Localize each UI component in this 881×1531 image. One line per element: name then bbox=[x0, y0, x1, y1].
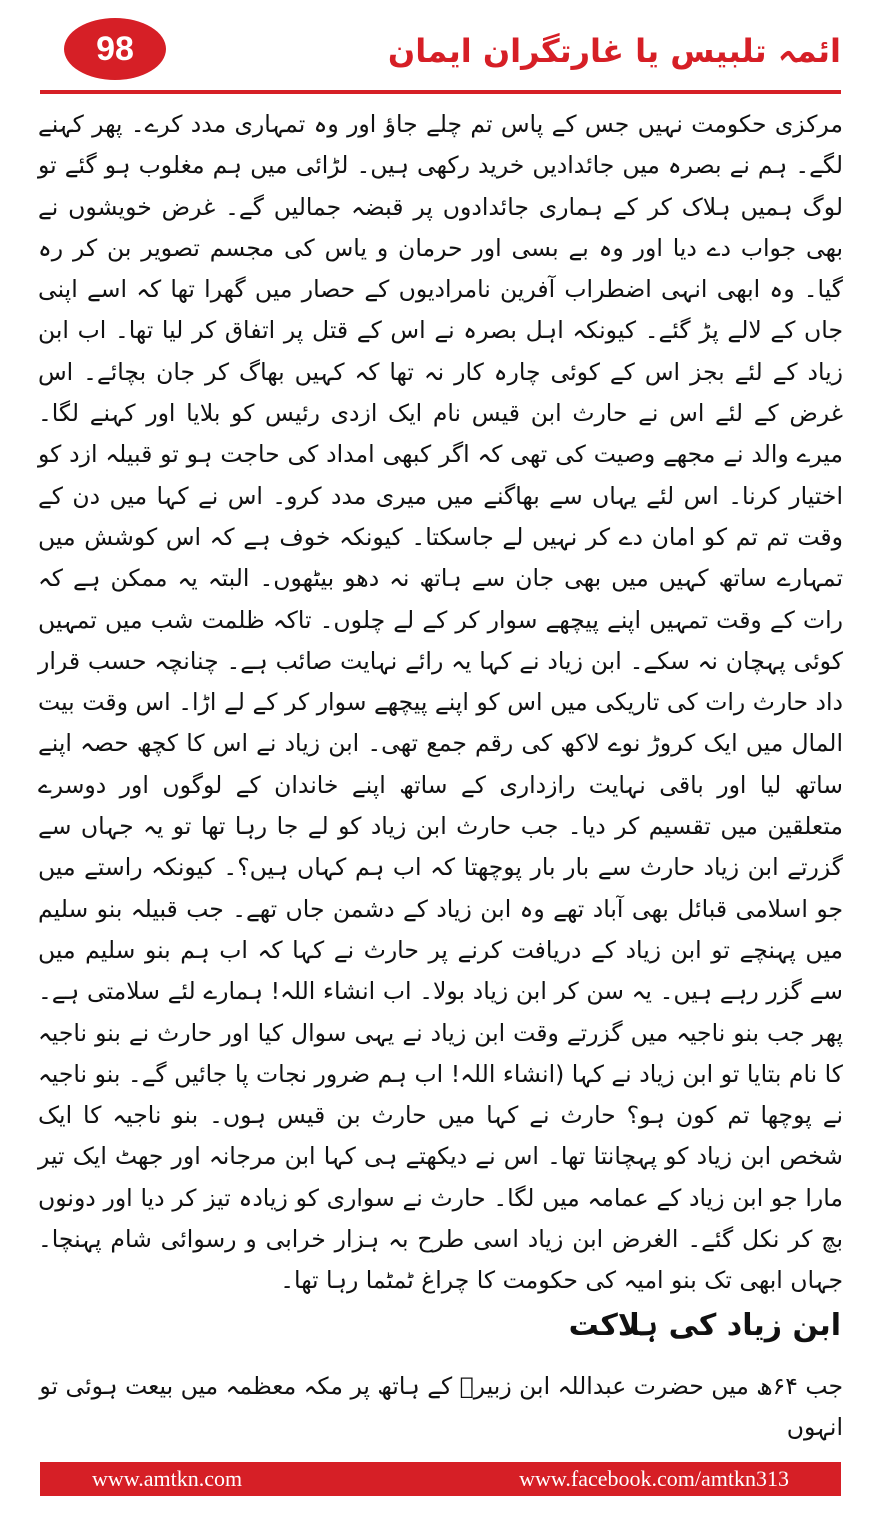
footer-bar bbox=[40, 1462, 841, 1496]
section-first-line: جب ۶۴ھ میں حضرت عبداللہ ابن زبیرؓ کے ہاتھ پر مکہ معظمہ میں بیعت ہوئی تو انہوں bbox=[39, 1372, 843, 1441]
running-title: ائمہ تلبیس یا غارتگران ایمان bbox=[387, 32, 841, 70]
page-number-badge bbox=[64, 18, 166, 80]
footer-website-link[interactable]: www.amtkn.com bbox=[92, 1466, 243, 1491]
section-heading: ابن زیاد کی ہلاکت bbox=[568, 1308, 841, 1343]
page-number: 98 bbox=[96, 29, 134, 68]
body-paragraph: مرکزی حکومت نہیں جس کے پاس تم چلے جاؤ اور وہ تمہاری مدد کرے۔ پھر کہنے لگے۔ ہم نے بصرہ میں جائدادیں خرید رکھی ہیں۔ لڑائی میں ہم مغلوب ہو گئے تو لوگ ہمیں ہلاک کر کے ہماری جائدادوں پر قبضہ جمالیں گے۔ غرض خویشوں نے بھی جواب دے دیا اور وہ بے بسی اور حرمان و یاس کی مجسم تصویر بن کر رہ گیا۔ وہ ابھی انہی اضطراب آفرین نامرادیوں کے حصار میں گھرا تھا کہ اسے اپنی جاں کے لالے پڑ گئے۔ کیونکہ اہل بصرہ نے اس کے قتل پر اتفاق کر لیا تھا۔ اب ابن زیاد کے لئے بجز اس کے کوئی چارہ کار نہ تھا کہ کہیں بھاگ کر جان بچائے۔ اس غرض کے لئے اس نے حارث ابن قیس نام ایک ازدی رئیس کو بلایا اور کہنے لگا۔ میرے والد نے مجھے وصیت کی تھی کہ اگر کبھی امداد کی حاجت ہو تو قبیلہ ازد کو اختیار کرنا۔ اس لئے یہاں سے بھاگنے میں میری مدد کرو۔ اس نے کہا میں دن کے وقت تم تم کو امان دے کر نہیں لے جاسکتا۔ کیونکہ خوف ہے کہ اس کوشش میں تمہارے ساتھ کہیں میں بھی جان سے ہاتھ نہ دھو بیٹھوں۔ البتہ یہ ممکن ہے کہ رات کے وقت تمہیں اپنے پیچھے سوار کر کے لے چلوں۔ تاکہ ظلمت شب میں تمہیں کوئی پہچان نہ سکے۔ ابن زیاد نے کہا یہ رائے نہایت صائب ہے۔ چنانچہ حسب قرار داد حارث رات کی تاریکی میں اس کو اپنے پیچھے سوار کر کے لے اڑا۔ اس وقت بیت المال میں ایک کروڑ نوے لاکھ کی رقم جمع تھی۔ ابن زیاد نے اس کا کچھ حصہ اپنے ساتھ لیا اور باقی نہایت رازداری کے ساتھ اپنے خاندان کے لوگوں اور دوسرے متعلقین میں تقسیم کر دیا۔ جب حارث ابن زیاد کو لے جا رہا تھا تو یہ جہاں سے گزرتے ابن زیاد حارث سے بار بار پوچھتا کہ اب ہم کہاں ہیں؟۔ کیونکہ راستے میں جو اسلامی قبائل بھی آباد تھے وہ ابن زیاد کے دشمن جاں تھے۔ جب قبیلہ بنو سلیم میں پہنچے تو ابن زیاد کے دریافت کرنے پر حارث نے کہا کہ اب ہم بنو سلیم میں سے گزر رہے ہیں۔ یہ سن کر ابن زیاد بولا۔ اب انشاء اللہ! ہمارے لئے سلامتی ہے۔ پھر جب بنو ناجیہ میں گزرتے وقت ابن زیاد نے یہی سوال کیا اور حارث نے بنو ناجیہ کا نام بتایا تو ابن زیاد نے کہا (انشاء اللہ! اب ہم ضرور نجات پا جائیں گے۔ بنو ناجیہ نے پوچھا تم کون ہو؟ حارث نے کہا میں حارث بن قیس ہوں۔ بنو ناجیہ کا ایک شخص ابن زیاد کو پہچانتا تھا۔ اس نے دیکھتے ہی کہا ابن مرجانہ اور جھٹ ایک تیر مارا جو ابن زیاد کے عمامہ میں لگا۔ حارث نے سواری کو زیادہ تیز کر دیا اور دونوں بچ کر نکل گئے۔ الغرض ابن زیاد اسی طرح بہ ہزار خرابی و رسوائی شام پہنچا۔ جہاں ابھی تک بنو امیہ کی حکومت کا چراغ ٹمٹما رہا تھا۔ bbox=[38, 110, 843, 1295]
footer-facebook-link[interactable]: www.facebook.com/amtkn313 bbox=[519, 1466, 789, 1491]
header-divider bbox=[40, 90, 841, 94]
